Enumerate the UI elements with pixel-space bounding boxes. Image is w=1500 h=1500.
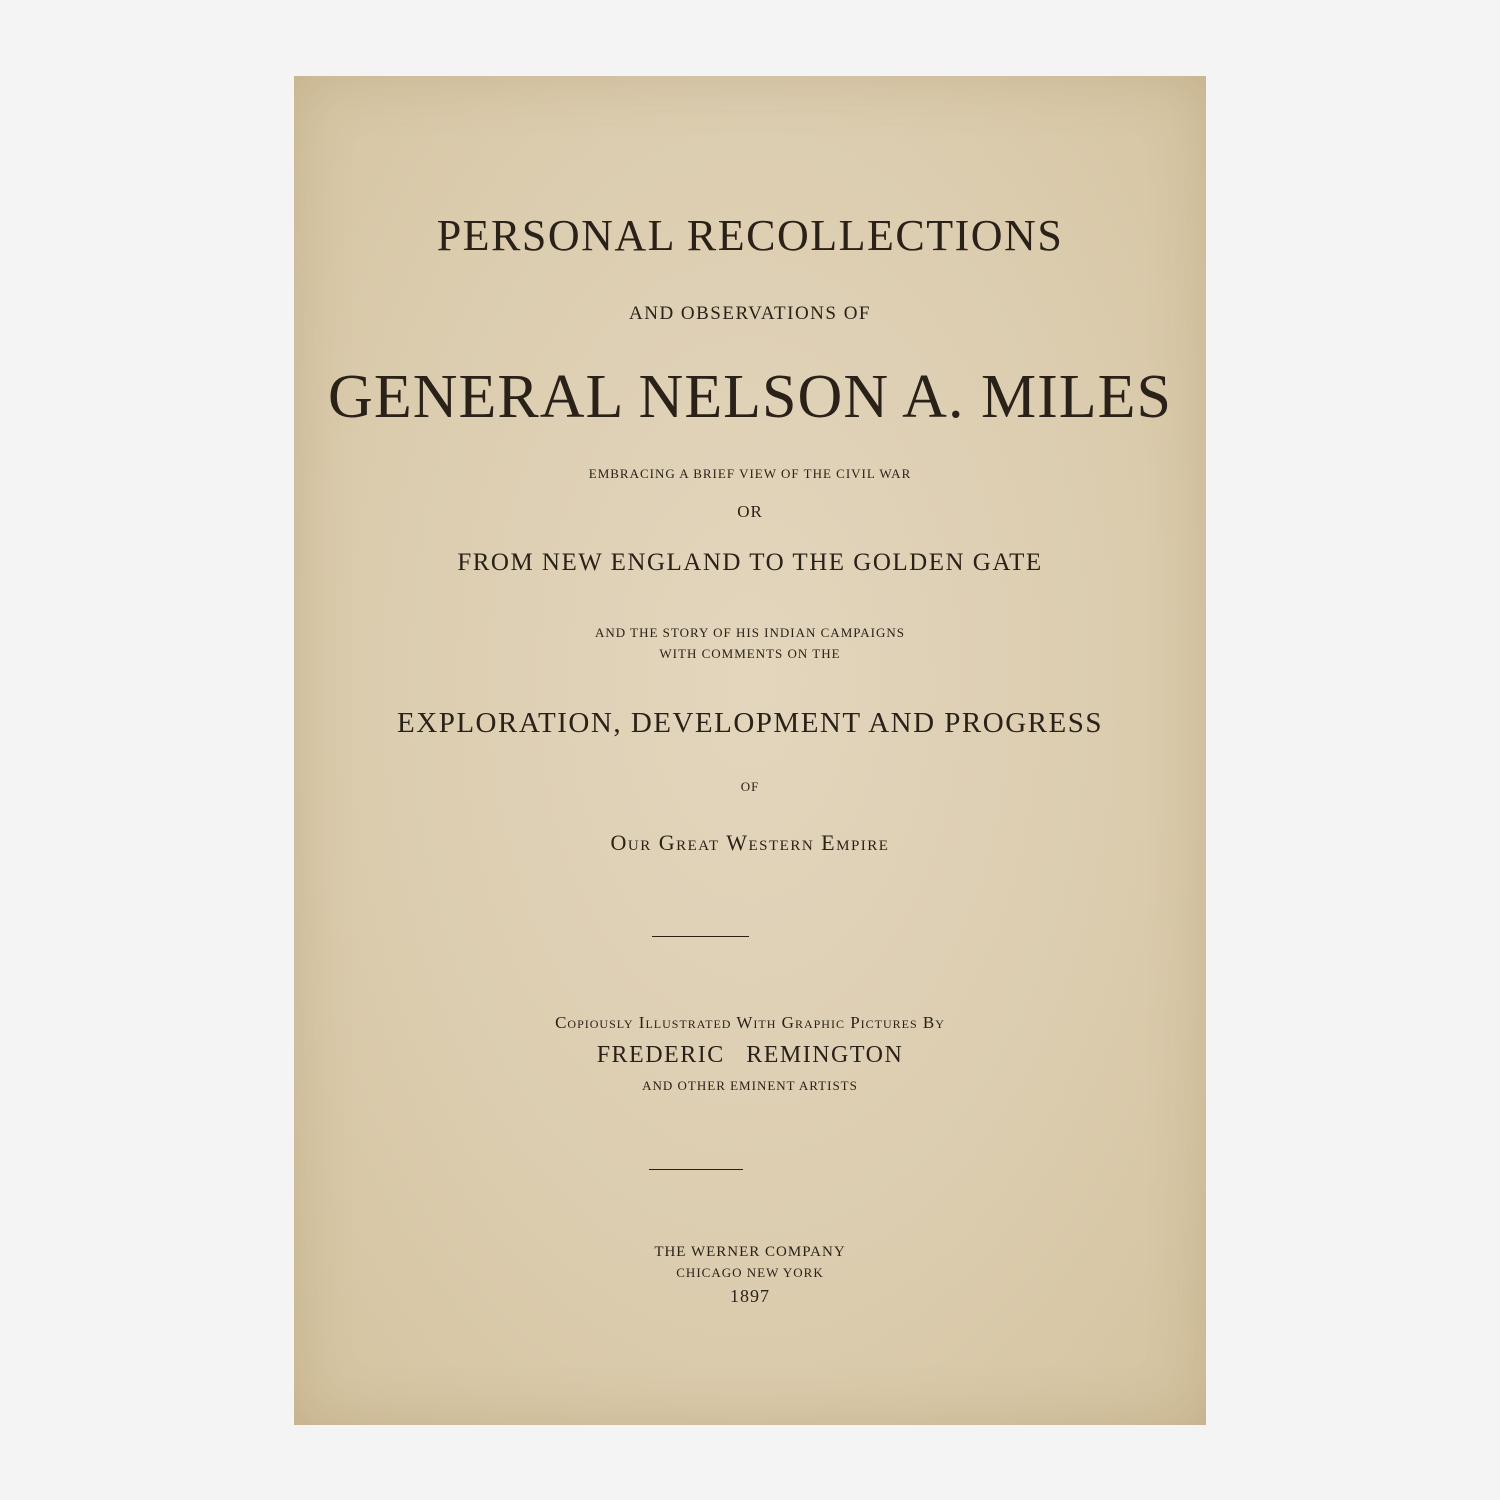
- divider-rule: [649, 1169, 743, 1170]
- publisher-cities: CHICAGO NEW YORK: [676, 1265, 824, 1280]
- publisher-name: THE WERNER COMPANY: [654, 1244, 846, 1260]
- exploration-heading: EXPLORATION, DEVELOPMENT AND PROGRESS: [397, 707, 1103, 739]
- illustrated-by-text: Copiously Illustrated With Graphic Pictures By: [555, 1013, 945, 1032]
- author-name: GENERAL NELSON A. MILES: [328, 363, 1172, 431]
- story-text-line-2: WITH COMMENTS ON THE: [659, 646, 841, 661]
- embracing-text: EMBRACING A BRIEF VIEW OF THE CIVIL WAR: [588, 466, 912, 481]
- story-text-line-1: AND THE STORY OF HIS INDIAN CAMPAIGNS: [594, 625, 906, 640]
- artist-name: FREDERIC REMINGTON: [596, 1042, 904, 1068]
- publication-year: 1897: [730, 1286, 770, 1306]
- divider-rule: [652, 936, 749, 937]
- empire-heading: Our Great Western Empire: [610, 830, 890, 855]
- or-text: OR: [737, 502, 763, 521]
- book-title: PERSONAL RECOLLECTIONS: [436, 211, 1064, 260]
- title-page: [294, 76, 1206, 1425]
- alternate-title: FROM NEW ENGLAND TO THE GOLDEN GATE: [457, 549, 1043, 576]
- other-artists-text: AND OTHER EMINENT ARTISTS: [642, 1078, 858, 1093]
- of-text: OF: [740, 779, 760, 794]
- book-subtitle: AND OBSERVATIONS OF: [629, 303, 871, 324]
